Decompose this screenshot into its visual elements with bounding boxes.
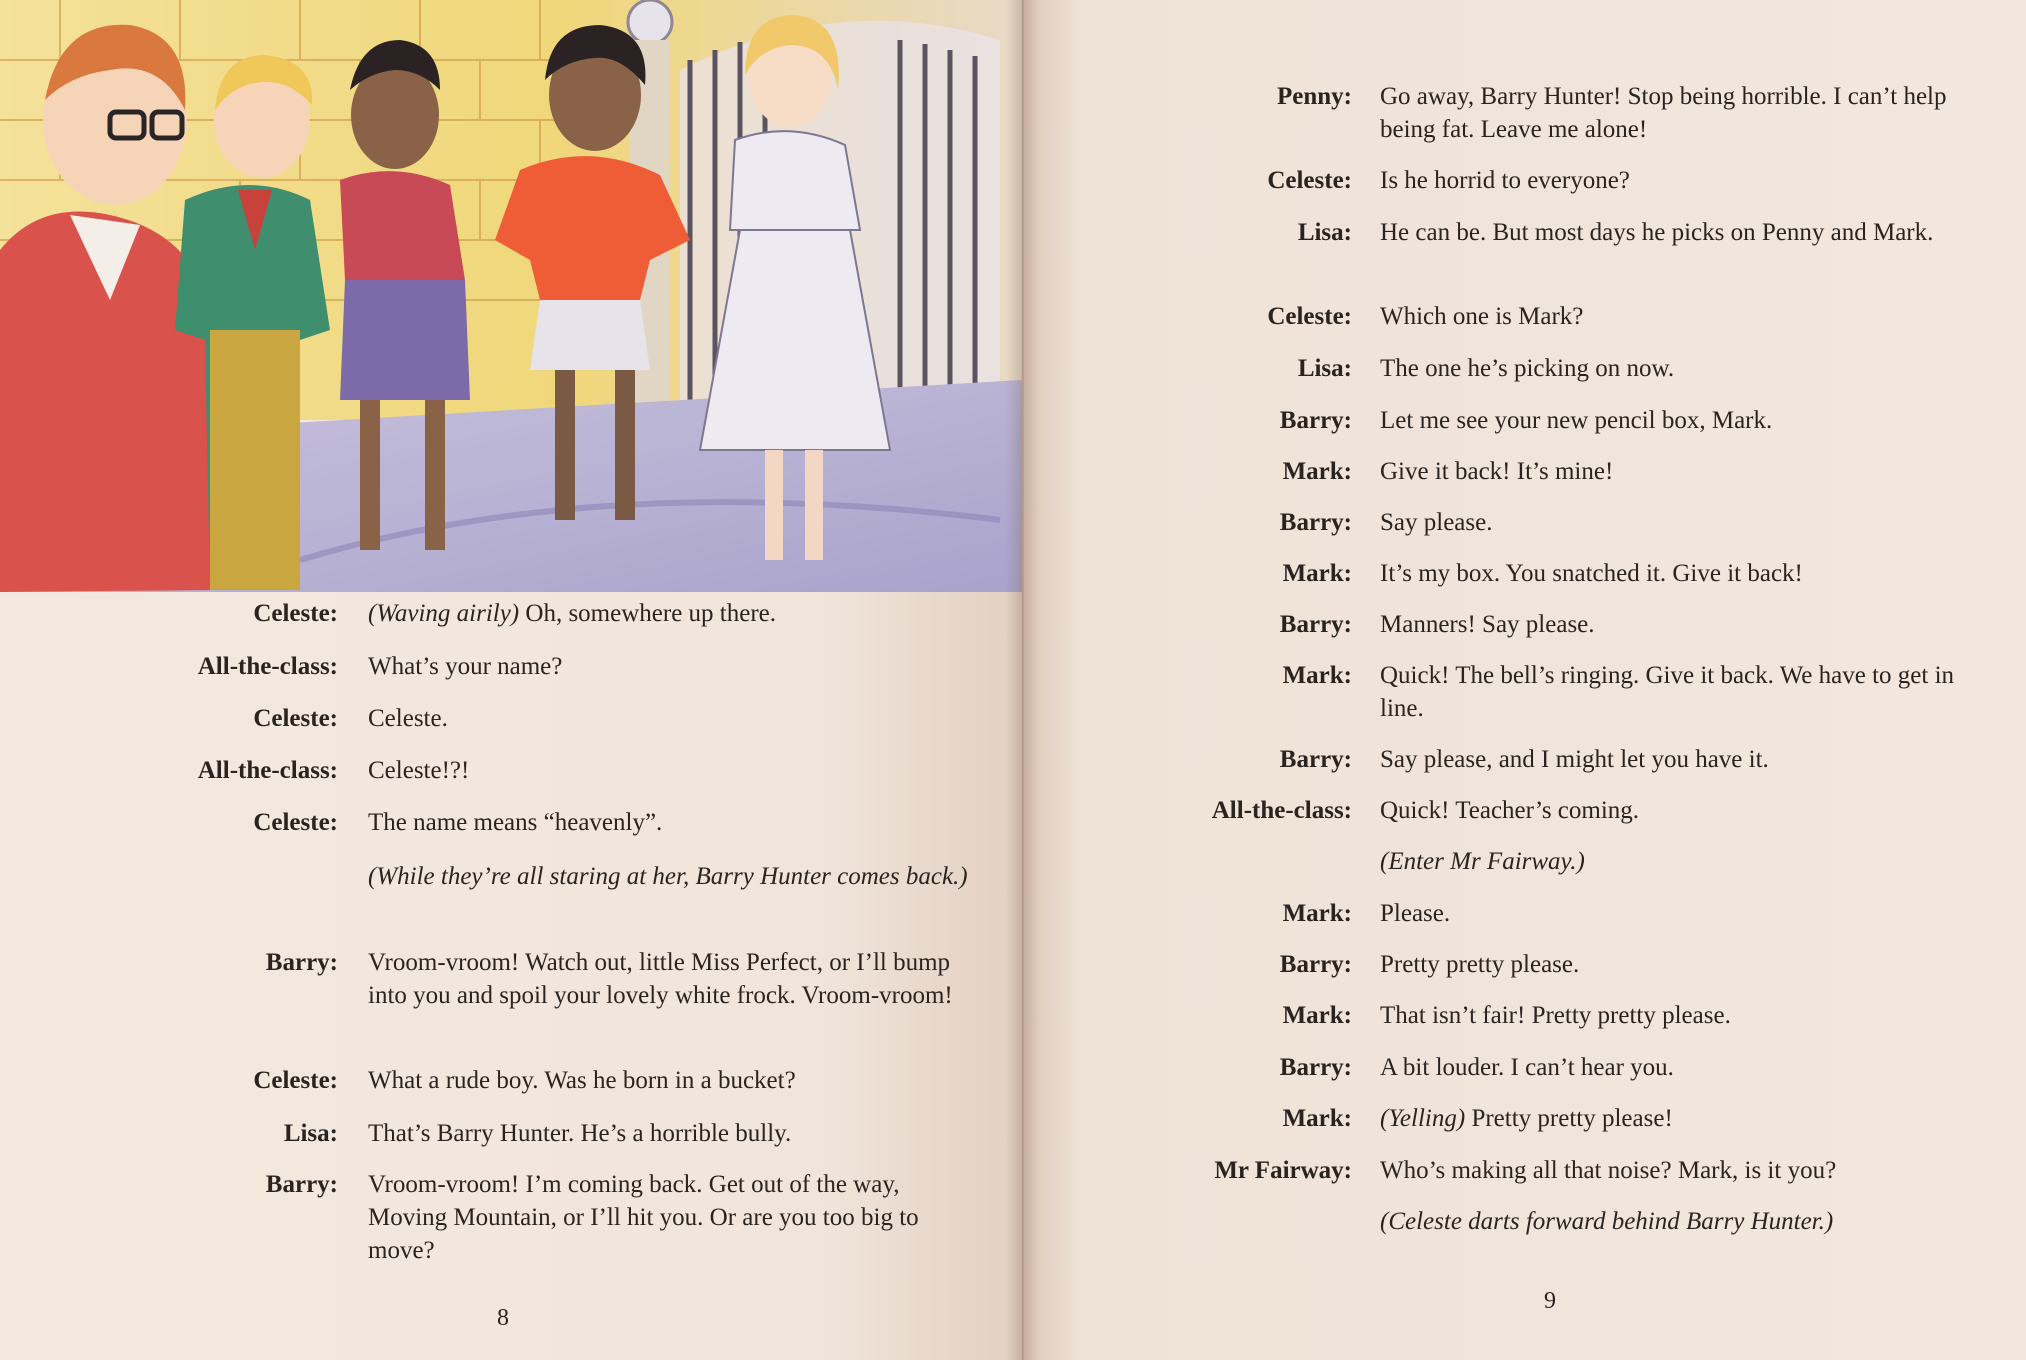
book-gutter [1006, 0, 1040, 1360]
speech-words: A bit louder. I can’t hear you. [1380, 1054, 1674, 1081]
speech-words: Manners! Say please. [1380, 611, 1595, 638]
speech-words: Which one is Mark? [1380, 303, 1584, 330]
speaker-name: Lisa: [1297, 355, 1352, 382]
speaker-name: Lisa: [283, 1120, 338, 1147]
stage-direction: (Celeste darts forward behind Barry Hunter.) [1380, 1208, 1834, 1235]
speech-text [1380, 164, 1980, 197]
speaker-name: All-the-class: [197, 653, 338, 680]
stage-direction: (Waving airily) [368, 600, 520, 627]
speech-words: Quick! The bell’s ringing. Give it back. We have to get in line. [1380, 662, 1955, 722]
speech-text [1380, 216, 1980, 249]
speech-text [1380, 794, 1980, 827]
speech-text [1380, 506, 1980, 539]
speaker-name: Barry: [1279, 951, 1352, 978]
speech-text [368, 806, 968, 839]
speaker-name: Barry: [1279, 509, 1352, 536]
stage-direction: (Yelling) [1380, 1105, 1466, 1132]
speaker-name: Celeste: [253, 600, 338, 627]
stage-direction: (While they’re all staring at her, Barry Hunter comes back.) [368, 863, 968, 890]
speech-words: What’s your name? [368, 653, 563, 680]
speaker-name: Barry: [1279, 407, 1352, 434]
speaker-name: All-the-class: [197, 757, 338, 784]
speech-text [1380, 897, 1980, 930]
speaker-name: Celeste: [1267, 167, 1352, 194]
speaker-name: Mark: [1282, 1002, 1352, 1029]
speaker-name: Mark: [1282, 1105, 1352, 1132]
speech-text [1380, 659, 1980, 725]
speech-words: Go away, Barry Hunter! Stop being horrible. I can’t help being fat. Leave me alone! [1380, 83, 1947, 143]
illustration [0, 0, 1022, 592]
right-page [1022, 0, 2026, 1360]
speech-text [368, 946, 968, 1012]
speech-words: The one he’s picking on now. [1380, 355, 1675, 382]
speech-text [1380, 1154, 1980, 1187]
speech-text [368, 1117, 968, 1150]
speech-text [368, 702, 968, 735]
speaker-name: Celeste: [253, 1067, 338, 1094]
speech-text [1380, 999, 1980, 1032]
speech-words: That isn’t fair! Pretty pretty please. [1380, 1002, 1731, 1029]
speech-text [1380, 1051, 1980, 1084]
speech-text [1380, 1102, 1980, 1135]
speech-words: Celeste. [368, 705, 448, 732]
speaker-name: Mark: [1282, 560, 1352, 587]
speech-text [1380, 455, 1980, 488]
speech-text [1380, 1205, 1980, 1238]
speech-words: The name means “heavenly”. [368, 809, 663, 836]
speech-words: He can be. But most days he picks on Penny and Mark. [1380, 219, 1934, 246]
speech-text [1380, 743, 1980, 776]
speech-words: That’s Barry Hunter. He’s a horrible bully. [368, 1120, 792, 1147]
speaker-name: Celeste: [253, 705, 338, 732]
speech-words: Say please. [1380, 509, 1493, 536]
speech-words: Vroom-vroom! Watch out, little Miss Perfect, or I’ll bump into you and spoil your lovely white frock. Vroom-vroom! [368, 949, 953, 1009]
speech-text [368, 754, 968, 787]
speech-text [1380, 300, 1980, 333]
speaker-name: Barry: [265, 1171, 338, 1198]
speech-words: It’s my box. You snatched it. Give it back! [1380, 560, 1803, 587]
speech-text [368, 1064, 968, 1097]
speech-words: Celeste!?! [368, 757, 470, 784]
speech-words: Oh, somewhere up there. [525, 600, 777, 627]
page-number-right: 9 [1544, 1288, 1556, 1314]
speaker-name: Mark: [1282, 458, 1352, 485]
speech-words: Pretty pretty please! [1471, 1105, 1673, 1132]
speaker-name: Lisa: [1297, 219, 1352, 246]
speech-words: Please. [1380, 900, 1451, 927]
speech-text [1380, 557, 1980, 590]
speech-text [1380, 352, 1980, 385]
speech-text [368, 597, 968, 630]
speech-words: Who’s making all that noise? Mark, is it you? [1380, 1157, 1837, 1184]
speaker-name: Mr Fairway: [1214, 1157, 1352, 1184]
speaker-name: Barry: [1279, 746, 1352, 773]
speech-words: What a rude boy. Was he born in a bucket? [368, 1067, 796, 1094]
page-number-left: 8 [497, 1305, 509, 1331]
speaker-name: Barry: [1279, 611, 1352, 638]
speech-text [1380, 948, 1980, 981]
speech-words: Pretty pretty please. [1380, 951, 1580, 978]
speech-text [1380, 80, 1980, 146]
speaker-name: All-the-class: [1211, 797, 1352, 824]
speaker-name: Barry: [265, 949, 338, 976]
speaker-name: Mark: [1282, 900, 1352, 927]
speaker-name: Celeste: [1267, 303, 1352, 330]
speech-words: Vroom-vroom! I’m coming back. Get out of the way, Moving Mountain, or I’ll hit you. Or are you too big to move? [368, 1171, 919, 1264]
speech-text [368, 650, 968, 683]
speech-words: Give it back! It’s mine! [1380, 458, 1614, 485]
speech-words: Quick! Teacher’s coming. [1380, 797, 1640, 824]
speech-text [368, 1168, 968, 1267]
speech-text [1380, 404, 1980, 437]
speech-words: Say please, and I might let you have it. [1380, 746, 1769, 773]
speaker-name: Barry: [1279, 1054, 1352, 1081]
speech-words: Let me see your new pencil box, Mark. [1380, 407, 1773, 434]
speech-text [1380, 608, 1980, 641]
speech-text [1380, 845, 1980, 878]
stage-direction: (Enter Mr Fairway.) [1380, 848, 1585, 875]
speaker-name: Celeste: [253, 809, 338, 836]
speech-text [368, 860, 968, 893]
speech-words: Is he horrid to everyone? [1380, 167, 1630, 194]
speaker-name: Mark: [1282, 662, 1352, 689]
speaker-name: Penny: [1277, 83, 1352, 110]
